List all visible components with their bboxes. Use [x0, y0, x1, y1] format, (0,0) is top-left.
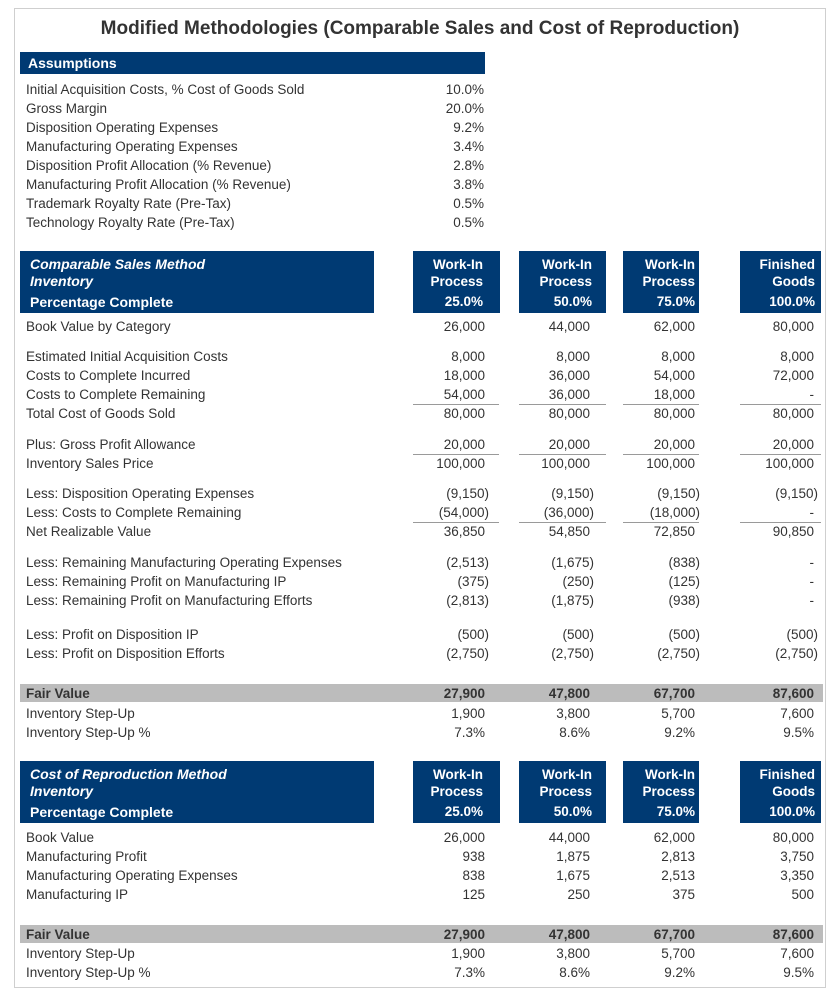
cell: 375 — [672, 887, 695, 902]
row-label: Less: Remaining Manufacturing Operating Expenses — [26, 555, 342, 570]
cell: 2,813 — [661, 849, 695, 864]
subtotal-rule — [623, 522, 699, 523]
cell: 8.6% — [559, 965, 590, 980]
row-label: Less: Disposition Operating Expenses — [26, 486, 255, 501]
pct-complete: 100.0% — [769, 804, 815, 819]
cell: 100,000 — [541, 456, 590, 471]
cell: (36,000) — [543, 505, 594, 520]
reproduction-subtitle: Inventory — [30, 783, 94, 799]
cell: (500) — [786, 627, 818, 642]
cell: 125 — [462, 887, 485, 902]
comparable-pct-label: Percentage Complete — [30, 294, 174, 310]
cell: (9,150) — [551, 486, 594, 501]
cell: 7,600 — [780, 946, 814, 961]
assumption-value: 0.5% — [453, 215, 484, 230]
cell: 36,000 — [548, 387, 590, 402]
fair-value-label: Fair Value — [26, 927, 90, 942]
row-label: Manufacturing IP — [26, 887, 129, 902]
cell: 100,000 — [436, 456, 485, 471]
cell: (2,750) — [657, 646, 700, 661]
reproduction-pct-label: Percentage Complete — [30, 804, 174, 820]
assumption-label: Disposition Operating Expenses — [26, 120, 219, 135]
cell: 80,000 — [653, 406, 695, 421]
column-header: Finished Goods — [759, 767, 815, 799]
cell: 1,900 — [451, 706, 485, 721]
cell: 5,700 — [661, 946, 695, 961]
cell: (250) — [562, 574, 594, 589]
cell: (2,513) — [446, 555, 489, 570]
cell: (18,000) — [649, 505, 700, 520]
column-header: Work-In Process — [430, 767, 483, 799]
cell: (2,750) — [446, 646, 489, 661]
fair-value-cell: 87,600 — [772, 686, 814, 701]
pct-complete: 100.0% — [769, 294, 815, 309]
cell: (9,150) — [446, 486, 489, 501]
cell: 8.6% — [559, 725, 590, 740]
assumption-label: Manufacturing Profit Allocation (% Revenue) — [26, 177, 291, 192]
cell: 80,000 — [772, 406, 814, 421]
column-header: Work-In Process — [430, 257, 483, 289]
cell: 20,000 — [653, 437, 695, 452]
cell: (54,000) — [438, 505, 489, 520]
fair-value-cell: 47,800 — [548, 927, 590, 942]
row-label: Inventory Step-Up % — [26, 965, 151, 980]
assumption-value: 0.5% — [453, 196, 484, 211]
column-header: Work-In Process — [539, 767, 592, 799]
cell: 8,000 — [661, 349, 695, 364]
row-label: Total Cost of Goods Sold — [26, 406, 176, 421]
cell: 3,750 — [780, 849, 814, 864]
assumption-label: Trademark Royalty Rate (Pre-Tax) — [26, 196, 232, 211]
pct-complete: 50.0% — [553, 294, 592, 309]
assumption-value: 9.2% — [453, 120, 484, 135]
cell: 3,350 — [780, 868, 814, 883]
cell: 9.2% — [664, 725, 695, 740]
cell: 9.2% — [664, 965, 695, 980]
fair-value-cell: 67,700 — [653, 686, 695, 701]
row-label: Inventory Step-Up — [26, 946, 135, 961]
cell: - — [809, 555, 814, 570]
cell: 80,000 — [548, 406, 590, 421]
cell: 250 — [567, 887, 590, 902]
assumption-value: 10.0% — [445, 82, 484, 97]
cell: 54,000 — [443, 387, 485, 402]
cell: 18,000 — [653, 387, 695, 402]
cell: 1,875 — [556, 849, 590, 864]
assumption-label: Initial Acquisition Costs, % Cost of Goods Sold — [26, 82, 305, 97]
subtotal-rule — [740, 454, 821, 455]
cell: 838 — [462, 868, 485, 883]
cell: 9.5% — [783, 725, 814, 740]
cell: 20,000 — [772, 437, 814, 452]
cell: 100,000 — [765, 456, 814, 471]
column-header: Work-In Process — [539, 257, 592, 289]
cell: 7.3% — [454, 965, 485, 980]
cell: (375) — [457, 574, 489, 589]
fair-value-label: Fair Value — [26, 686, 90, 701]
cell: 26,000 — [443, 830, 485, 845]
comparable-subtitle: Inventory — [30, 273, 94, 289]
cell: 1,900 — [451, 946, 485, 961]
assumption-value: 20.0% — [445, 101, 484, 116]
cell: 90,850 — [772, 524, 814, 539]
cell: 80,000 — [772, 830, 814, 845]
cell: 1,675 — [556, 868, 590, 883]
assumption-value: 2.8% — [453, 158, 484, 173]
row-label: Manufacturing Profit — [26, 849, 147, 864]
cell: 7.3% — [454, 725, 485, 740]
row-label: Book Value — [26, 830, 95, 845]
fair-value-cell: 87,600 — [772, 927, 814, 942]
cell: (125) — [668, 574, 700, 589]
cell: 36,000 — [548, 368, 590, 383]
subtotal-rule — [519, 404, 606, 405]
subtotal-rule — [623, 404, 699, 405]
subtotal-rule — [413, 522, 499, 523]
cell: 938 — [462, 849, 485, 864]
cell: 44,000 — [548, 319, 590, 334]
cell: 8,000 — [780, 349, 814, 364]
row-label: Net Realizable Value — [26, 524, 152, 539]
assumptions-header: Assumptions — [28, 55, 117, 71]
row-label: Less: Costs to Complete Remaining — [26, 505, 242, 520]
pct-complete: 25.0% — [444, 804, 483, 819]
cell: 500 — [791, 887, 814, 902]
row-label: Costs to Complete Remaining — [26, 387, 206, 402]
subtotal-rule — [519, 522, 606, 523]
assumption-label: Gross Margin — [26, 101, 108, 116]
cell: 8,000 — [556, 349, 590, 364]
cell: 62,000 — [653, 319, 695, 334]
cell: (1,675) — [551, 555, 594, 570]
assumption-label: Technology Royalty Rate (Pre-Tax) — [26, 215, 235, 230]
page-title: Modified Methodologies (Comparable Sales and Cost of Reproduction) — [100, 18, 740, 39]
cell: (500) — [562, 627, 594, 642]
column-header: Finished Goods — [759, 257, 815, 289]
pct-complete: 50.0% — [553, 804, 592, 819]
assumption-value: 3.8% — [453, 177, 484, 192]
cell: 100,000 — [646, 456, 695, 471]
subtotal-rule — [413, 454, 499, 455]
cell: (500) — [457, 627, 489, 642]
row-label: Less: Profit on Disposition Efforts — [26, 646, 225, 661]
pct-complete: 75.0% — [656, 294, 695, 309]
row-label: Estimated Initial Acquisition Costs — [26, 349, 228, 364]
cell: (838) — [668, 555, 700, 570]
row-label: Inventory Step-Up — [26, 706, 135, 721]
comparable-title: Comparable Sales Method — [30, 256, 206, 272]
cell: (500) — [668, 627, 700, 642]
fair-value-cell: 27,900 — [443, 686, 485, 701]
fair-value-cell: 67,700 — [653, 927, 695, 942]
cell: (2,750) — [551, 646, 594, 661]
cell: 9.5% — [783, 965, 814, 980]
cell: 5,700 — [661, 706, 695, 721]
row-label: Costs to Complete Incurred — [26, 368, 191, 383]
cell: - — [809, 593, 814, 608]
assumption-value: 3.4% — [453, 139, 484, 154]
cell: (1,875) — [551, 593, 594, 608]
reproduction-title: Cost of Reproduction Method — [30, 766, 227, 782]
cell: - — [809, 574, 814, 589]
cell: (9,150) — [775, 486, 818, 501]
cell: 18,000 — [443, 368, 485, 383]
column-header: Work-In Process — [642, 767, 695, 799]
cell: 44,000 — [548, 830, 590, 845]
row-label: Less: Profit on Disposition IP — [26, 627, 199, 642]
cell: 72,000 — [772, 368, 814, 383]
row-label: Book Value by Category — [26, 319, 171, 334]
row-label: Inventory Sales Price — [26, 456, 154, 471]
cell: (2,813) — [446, 593, 489, 608]
cell: 72,850 — [653, 524, 695, 539]
cell: (2,750) — [775, 646, 818, 661]
fair-value-cell: 27,900 — [443, 927, 485, 942]
cell: - — [809, 505, 814, 520]
row-label: Plus: Gross Profit Allowance — [26, 437, 196, 452]
cell: (9,150) — [657, 486, 700, 501]
subtotal-rule — [519, 454, 606, 455]
cell: 62,000 — [653, 830, 695, 845]
cell: 80,000 — [443, 406, 485, 421]
assumption-label: Manufacturing Operating Expenses — [26, 139, 238, 154]
fair-value-cell: 47,800 — [548, 686, 590, 701]
cell: 36,850 — [443, 524, 485, 539]
cell: (938) — [668, 593, 700, 608]
cell: 80,000 — [772, 319, 814, 334]
cell: 2,513 — [661, 868, 695, 883]
cell: 7,600 — [780, 706, 814, 721]
pct-complete: 75.0% — [656, 804, 695, 819]
cell: 3,800 — [556, 706, 590, 721]
cell: 3,800 — [556, 946, 590, 961]
pct-complete: 25.0% — [444, 294, 483, 309]
row-label: Inventory Step-Up % — [26, 725, 151, 740]
column-header: Work-In Process — [642, 257, 695, 289]
assumption-label: Disposition Profit Allocation (% Revenue) — [26, 158, 272, 173]
subtotal-rule — [413, 404, 499, 405]
subtotal-rule — [740, 522, 821, 523]
cell: 26,000 — [443, 319, 485, 334]
row-label: Less: Remaining Profit on Manufacturing IP — [26, 574, 287, 589]
subtotal-rule — [623, 454, 699, 455]
cell: 20,000 — [548, 437, 590, 452]
cell: 20,000 — [443, 437, 485, 452]
row-label: Less: Remaining Profit on Manufacturing Efforts — [26, 593, 313, 608]
cell: 8,000 — [451, 349, 485, 364]
row-label: Manufacturing Operating Expenses — [26, 868, 238, 883]
subtotal-rule — [740, 404, 821, 405]
cell: - — [809, 387, 814, 402]
cell: 54,850 — [548, 524, 590, 539]
cell: 54,000 — [653, 368, 695, 383]
